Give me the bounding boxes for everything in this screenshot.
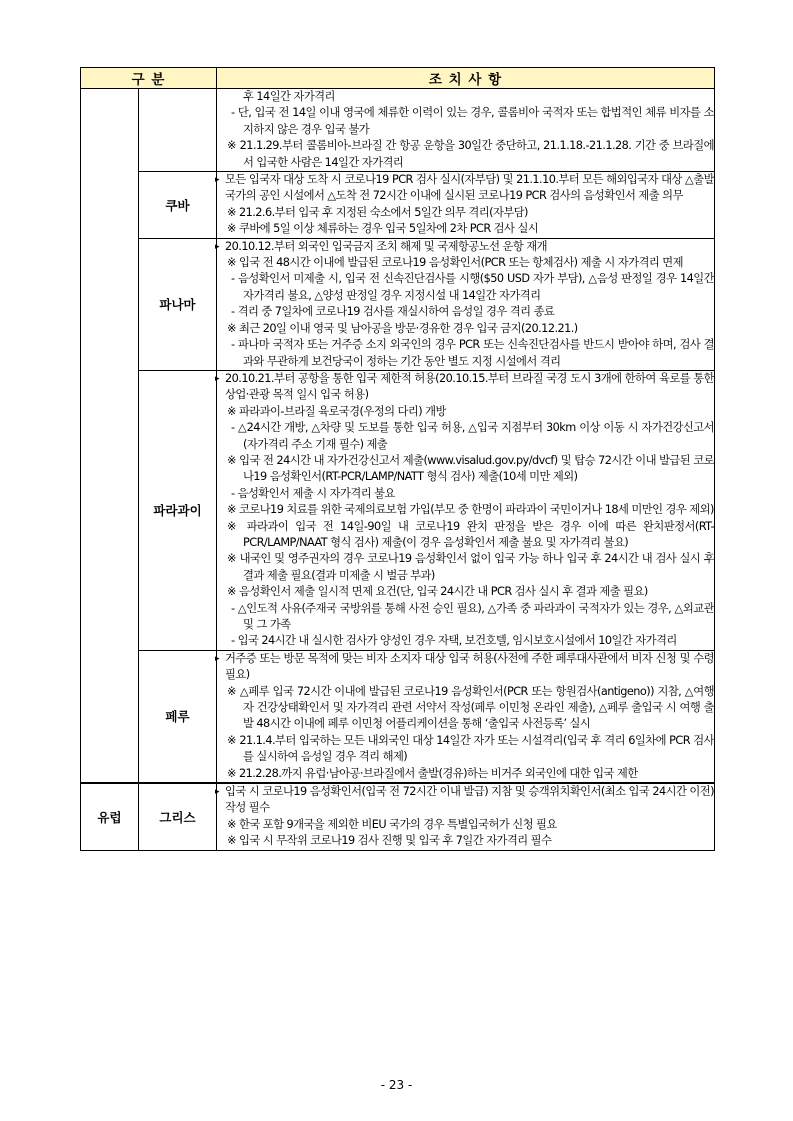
note-item: ※ 21.1.4.부터 입국하는 모든 내외국인 대상 14일간 자가 또는 시설격리(입국 후 격리 6일차에 PCR 검사를 실시하여 음성일 경우 격리 해제) — [227, 733, 715, 764]
sub-item: - 단, 입국 전 14일 이내 영국에 체류한 이력이 있는 경우, 콜롬비아 국적자 또는 합법적인 체류 비자를 소지하지 않은 경우 입국 불가 — [231, 106, 715, 136]
country-cell: 페루 — [139, 650, 217, 783]
bullet-item: ▸ 거주증 또는 방문 목적에 맞는 비자 소지자 대상 입국 허용(사전에 주한 페루대사관에서 비자 신청 및 수령 필요) — [217, 651, 714, 684]
bullet-item: ▸ 모든 입국자 대상 도착 시 코로나19 PCR 검사 실시(자부담) 및 21.1.10.부터 모든 해외입국자 대상 △출발 국가의 공인 시설에서 △도착 전 72시간 이내에 실시된 코로나19 PCR 검사의 음성확인서 제출 의무 — [217, 172, 714, 205]
bullet-item: ▸ 20.10.12.부터 외국인 입국금지 조치 해제 및 국제항공노선 운항 재개 — [217, 239, 714, 255]
page-number: - 23 - — [380, 1078, 413, 1092]
sub-item: - 입국 24시간 내 실시한 검사가 양성인 경우 자택, 보건호텔, 임시보호시설에서 10일간 자가격리 — [231, 634, 677, 648]
note-item: ※ 음성확인서 제출 일시적 면제 요건(단, 입국 24시간 내 PCR 검사 실시 후 결과 제출 필요) — [227, 585, 648, 599]
note-item: ※ 21.2.28.까지 유럽·남아공·브라질에서 출발(경유)하는 비거주 외국인에 대한 입국 제한 — [227, 766, 638, 780]
region-cell-americas — [81, 89, 139, 784]
sub-item: - 음성확인서 제출 시 자가격리 불요 — [231, 486, 395, 500]
note-item: ※ 파라과이-브라질 육로국경(우정의 다리) 개방 — [227, 404, 446, 418]
country-cell: 그리스 — [139, 783, 217, 850]
country-cell: 파라과이 — [139, 370, 217, 650]
note-item: ※ 쿠바에 5일 이상 체류하는 경우 입국 5일차에 2차 PCR 검사 실시 — [227, 222, 539, 236]
note-item: ※ 한국 포함 9개국을 제외한 비EU 국가의 경우 특별입국허가 신청 필요 — [227, 817, 557, 831]
sub-item: - 파나마 국적자 또는 거주증 소지 외국인의 경우 PCR 또는 신속진단검사를 반드시 받아야 하며, 검사 결과와 무관하게 보건당국이 정하는 기간 동안 별도 지정 시설에서 격리 — [231, 338, 715, 368]
note-item: ※ 입국 시 무작위 코로나19 검사 진행 및 입국 후 7일간 자가격리 필수 — [227, 834, 552, 848]
measures-cell — [217, 89, 715, 172]
note-item: ※ 21.1.29.부터 콜롬비아-브라질 간 항공 운항을 30일간 중단하고, 21.1.18.-21.1.28. 기간 중 브라질에서 입국한 사람은 14일간 자가격리 — [227, 139, 715, 169]
header-measures: 조 치 사 항 — [217, 68, 715, 89]
note-item: ※ 최근 20일 이내 영국 및 남아공을 방문·경유한 경우 입국 금지(20.12.21.) — [227, 321, 578, 335]
measures-table — [80, 67, 715, 851]
table-row — [81, 783, 715, 850]
sub-item: - △24시간 개방, △차량 및 도보를 통한 입국 허용, △입국 지점부터 30km 이상 이동 시 자가건강신고서(자가격리 주소 기재 필수) 제출 — [231, 421, 715, 451]
note-item: ※ △페루 입국 72시간 이내에 발급된 코로나19 음성확인서(PCR 또는 항원검사(antigeno)) 지참, △여행자 건강상태확인서 및 자가격리 관련 서약서 작성(페루 이민청 온라인 제출), △페루 출입국 시 여행 출발 48시간 이내에 페루 이민청 어플리케이션을 통해 ‘출입국 사전등록’ 실시 — [227, 684, 715, 731]
note-item: ※ 파라과이 입국 전 14일-90일 내 코로나19 완치 판정을 받은 경우 이에 따른 완치판정서(RT-PCR/LAMP/NAAT 형식 검사) 제출(이 경우 음성확인서 제출 불요 및 자가격리 불요) — [227, 519, 715, 549]
country-cell — [139, 89, 217, 172]
sub-item: - 음성확인서 미제출 시, 입국 전 신속진단검사를 시행($50 USD 자가 부담), △음성 판정일 경우 14일간 자가격리 불요, △양성 판정일 경우 지정시설 내 14일간 자가격리 — [231, 272, 715, 302]
sub-item: - △인도적 사유(주재국 국방위를 통해 사전 승인 필요), △가족 중 파라과이 국적자가 있는 경우, △외교관 및 그 가족 — [231, 601, 715, 631]
country-cell: 쿠바 — [139, 172, 217, 239]
note-item: ※ 입국 전 24시간 내 자가건강신고서 제출(www.visalud.gov.py/dvcf) 및 탑승 72시간 이내 발급된 코로나19 음성확인서(RT-PCR/LAMP/NATT 형식 검사) 제출(10세 미만 제외) — [227, 453, 715, 484]
sub-item: - 격리 중 7일차에 코로나19 검사를 재실시하여 음성일 경우 격리 종료 — [231, 305, 555, 319]
bullet-item: ▸ 입국 시 코로나19 음성확인서(입국 전 72시간 이내 발급) 지참 및 승객위치확인서(최소 입국 24시간 이전) 작성 필수 — [217, 784, 714, 817]
bullet-item: ▸ 20.10.21.부터 공항을 통한 입국 제한적 허용(20.10.15.부터 브라질 국경 도시 3개에 한하여 육로를 통한 상업·관광 목적 일시 입국 허용) — [217, 371, 714, 404]
table-row — [81, 650, 715, 783]
measures-cell — [217, 172, 715, 239]
measures-cell — [217, 370, 715, 650]
note-item: ※ 21.2.6.부터 입국 후 지정된 숙소에서 5일간 의무 격리(자부담) — [227, 205, 528, 219]
measures-cell — [217, 650, 715, 783]
table-row — [81, 89, 715, 172]
note-item: ※ 입국 전 48시간 이내에 발급된 코로나19 음성확인서(PCR 또는 항체검사) 제출 시 자가격리 면제 — [227, 256, 683, 270]
note-item: ※ 코로나19 치료를 위한 국제의료보험 가입(부모 중 한명이 파라과이 국민이거나 18세 미만인 경우 제외) — [227, 503, 714, 517]
sub-item: 후 14일간 자가격리 — [243, 90, 335, 103]
table-row — [81, 238, 715, 370]
measures-cell — [217, 238, 715, 370]
header-category: 구 분 — [81, 68, 217, 89]
measures-cell — [217, 783, 715, 850]
country-cell: 파나마 — [139, 238, 217, 370]
region-cell-europe: 유럽 — [81, 783, 139, 850]
table-row — [81, 370, 715, 650]
table-row — [81, 172, 715, 239]
note-item: ※ 내국인 및 영주권자의 경우 코로나19 음성확인서 없이 입국 가능 하나 입국 후 24시간 내 검사 실시 후 결과 제출 필요(결과 미제출 시 벌금 부과) — [227, 552, 715, 582]
